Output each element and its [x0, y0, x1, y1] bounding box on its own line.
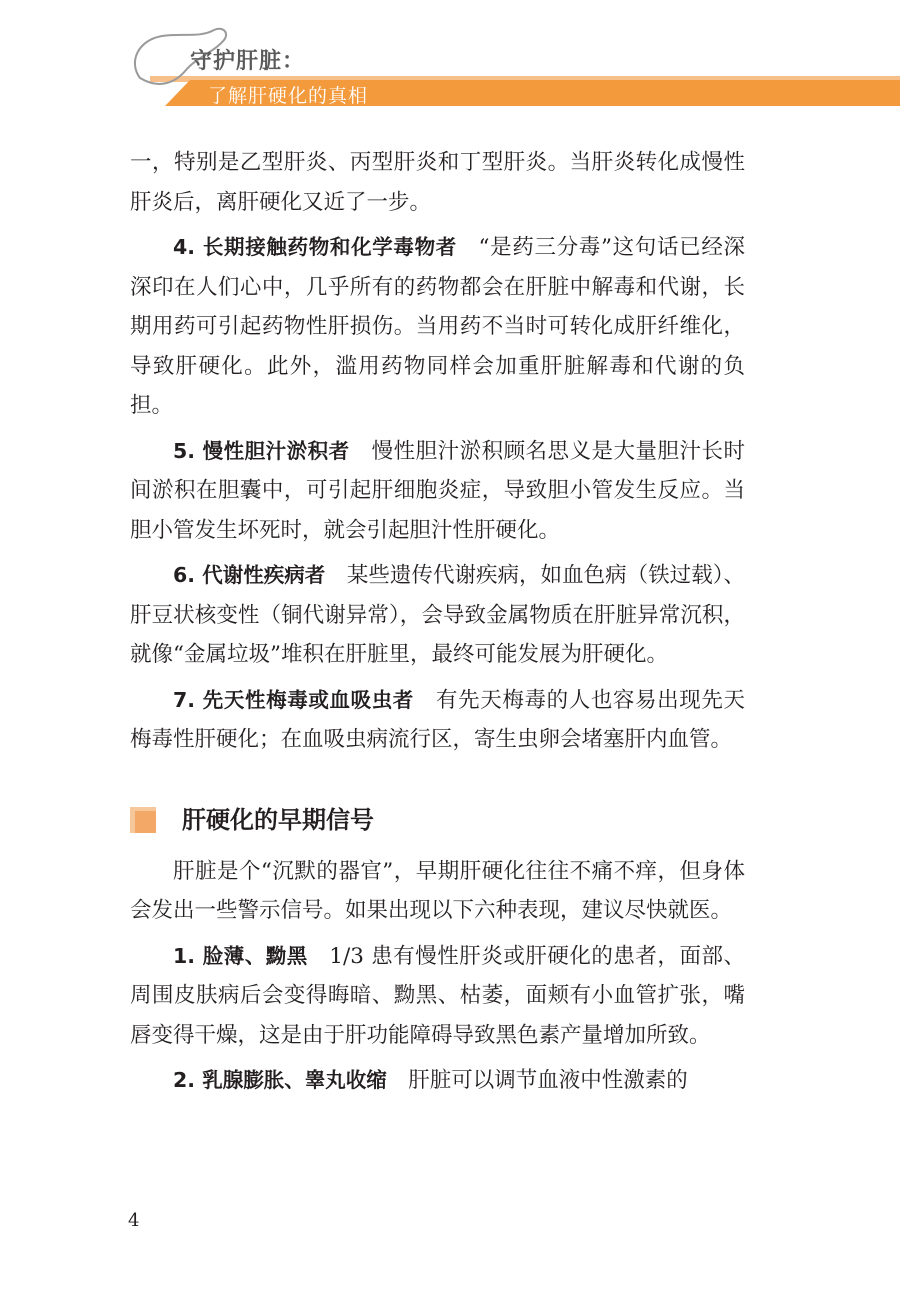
- section-paragraph-1: [130, 852, 745, 931]
- paragraph-4: [130, 556, 745, 675]
- section-paragraph-2: [130, 937, 745, 1056]
- paragraph-lead: 6. 代谢性疾病者: [173, 563, 326, 587]
- header-title: 守护肝脏：: [190, 49, 306, 74]
- paragraph-text: 某些遗传代谢疾病，如血色病（铁过载）、肝豆状核变性（铜代谢异常），会导致金属物质在肝脏异常沉积，就像“金属垃圾”堆积在肝脏里，最终可能发展为肝硬化。: [130, 563, 745, 667]
- paragraph-lead: 1. 脸薄、黝黑: [173, 943, 308, 968]
- paragraph-1: [130, 143, 745, 222]
- running-header: [0, 0, 900, 120]
- page-body: [130, 143, 745, 1107]
- paragraph-lead: 4. 长期接触药物和化学毒物者: [173, 235, 457, 259]
- paragraph-5: [130, 681, 745, 760]
- page-number: 4: [128, 1210, 140, 1231]
- paragraph-3: [130, 432, 745, 551]
- paragraph-text: 肝脏是个“沉默的器官”，早期肝硬化往往不痛不痒，但身体会发出一些警示信号。如果出现以下六种表现，建议尽快就医。: [130, 858, 745, 923]
- paragraph-text: 慢性胆汁淤积顾名思义是大量胆汁长时间淤积在胆囊中，可引起肝细胞炎症，导致胆小管发生反应。当胆小管发生坏死时，就会引起胆汁性肝硬化。: [130, 438, 745, 543]
- section-paragraph-3: [130, 1061, 745, 1101]
- header-subtitle: 了解肝硬化的真相: [208, 85, 369, 107]
- paragraph-lead: 7. 先天性梅毒或血吸虫者: [173, 687, 414, 712]
- paragraph-text: 有先天梅毒的人也容易出现先天梅毒性肝硬化；在血吸虫病流行区，寄生虫卵会堵塞肝内血管。: [130, 687, 745, 752]
- paragraph-text: 一，特别是乙型肝炎、丙型肝炎和丁型肝炎。当肝炎转化成慢性肝炎后，离肝硬化又近了一步。: [130, 150, 745, 215]
- paragraph-2: [130, 228, 745, 426]
- paragraph-text: 1/3 患有慢性肝炎或肝硬化的患者，面部、周围皮肤病后会变得晦暗、黝黑、枯萎，面颊有小血管扩张，嘴唇变得干燥，这是由于肝功能障碍导致黑色素产量增加所致。: [130, 943, 745, 1048]
- section-marker-icon: [130, 807, 156, 833]
- paragraph-lead: 5. 慢性胆汁淤积者: [173, 438, 350, 463]
- section-heading: [130, 800, 745, 842]
- header-graphic: [0, 0, 900, 120]
- paragraph-text: “是药三分毒”这句话已经深深印在人们心中，几乎所有的药物都会在肝脏中解毒和代谢，长期用药可引起药物性肝损伤。当用药不当时可转化成肝纤维化，导致肝硬化。此外，滥用药物同样会加重肝脏解毒和代谢的负担。: [130, 235, 745, 418]
- paragraph-lead: 2. 乳腺膨胀、睾丸收缩: [173, 1068, 387, 1092]
- section-title: 肝硬化的早期信号: [182, 805, 374, 834]
- paragraph-text: 肝脏可以调节血液中性激素的: [408, 1068, 688, 1093]
